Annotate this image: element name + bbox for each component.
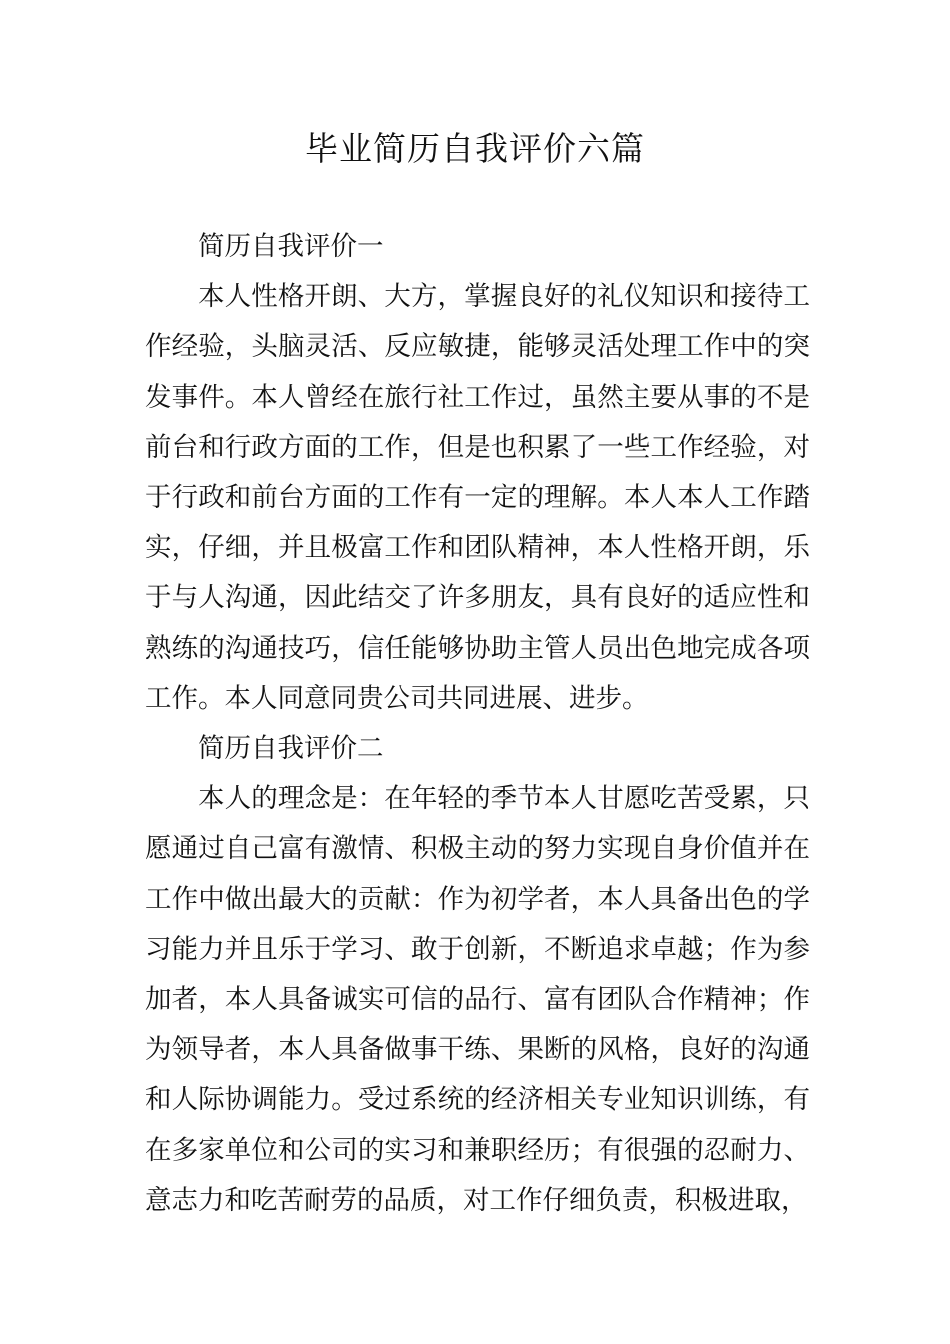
- section-paragraph-1: 本人性格开朗、大方，掌握良好的礼仪知识和接待工作经验，头脑灵活、反应敏捷，能够灵活处理工作中的突发事件。本人曾经在旅行社工作过，虽然主要从事的不是前台和行政方面的工作，但是也积累了一些工作经验，对于行政和前台方面的工作有一定的理解。本人本人工作踏实，仔细，并且极富工作和团队精神，本人性格开朗，乐于与人沟通，因此结交了许多朋友，具有良好的适应性和熟练的沟通技巧，信任能够协助主管人员出色地完成各项工作。本人同意同贵公司共同进展、进步。: [145, 281, 810, 714]
- section-heading-1: 简历自我评价一: [198, 231, 384, 262]
- section-paragraph-2: 本人的理念是：在年轻的季节本人甘愿吃苦受累，只愿通过自己富有激情、积极主动的努力实现自身价值并在工作中做出最大的贡献：作为初学者，本人具备出色的学习能力并且乐于学习、敢于创新，不断追求卓越；作为参加者，本人具备诚实可信的品行、富有团队合作精神；作为领导者，本人具备做事干练、果断的风格，良好的沟通和人际协调能力。受过系统的经济相关专业知识训练，有在多家单位和公司的实习和兼职经历；有很强的忍耐力、意志力和吃苦耐劳的品质，对工作仔细负责，积极进取，: [145, 783, 810, 1216]
- document-body: [145, 222, 810, 1226]
- section-heading-2: 简历自我评价二: [198, 733, 384, 765]
- document-title: 毕业简历自我评价六篇: [305, 129, 645, 168]
